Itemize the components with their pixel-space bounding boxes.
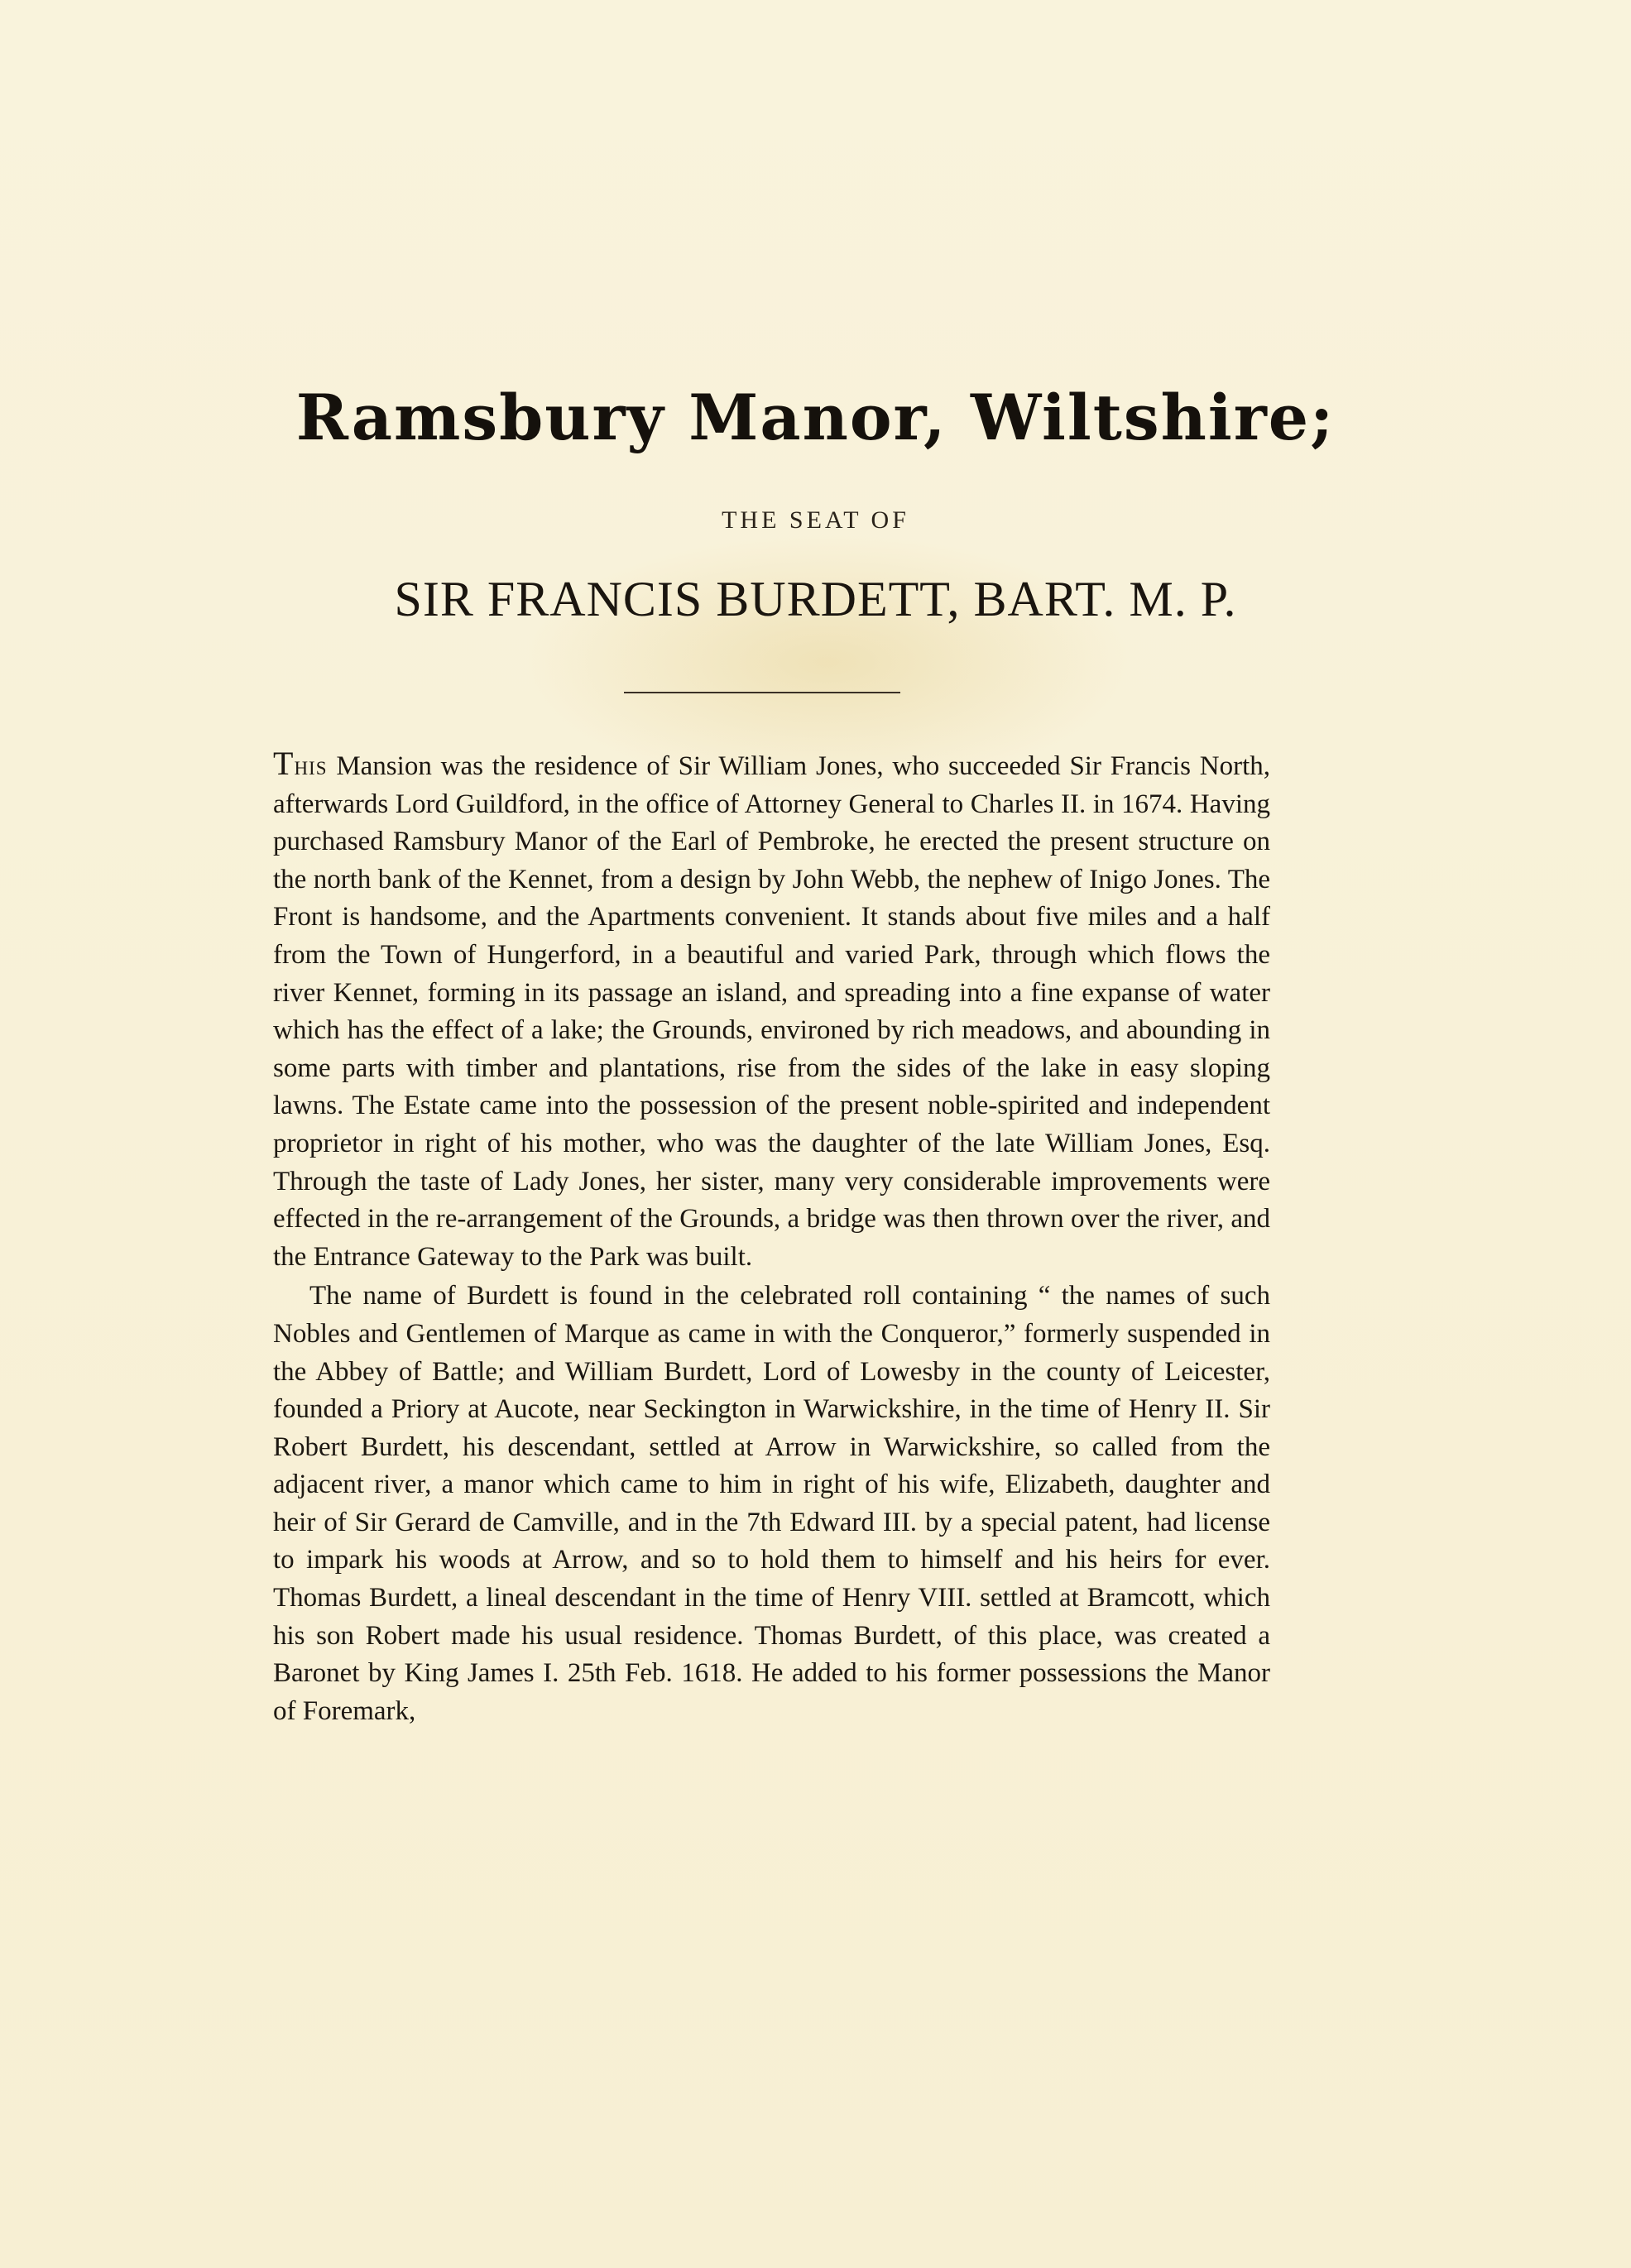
page-title: Ramsbury Manor, Wiltshire; [295, 381, 1336, 454]
body-text [273, 745, 1270, 1730]
initial-letter: T [273, 745, 295, 782]
paragraph-1-text: Mansion was the residence of Sir William Jones, who succeeded Sir Francis North, afterwards Lord Guildford, in the office of Attorney General to Charles II. in 1674. Having purchased Ramsbury Manor of the Earl of Pembroke, he erected the present structure on the north bank of the Kennet, from a design by John Webb, the nephew of Inigo Jones. The Front is handsome, and the Apartments convenient. It stands about five miles and a half from the Town of Hungerford, in a beautiful and varied Park, through which flows the river Kennet, forming in its passage an island, and spreading into a fine expanse of water which has the effect of a lake; the Grounds, environed by rich meadows, and abounding in some parts with timber and plantations, rise from the sides of the lake in easy sloping lawns. The Estate came into the possession of the present noble-spirited and independent proprietor in right of his mother, who was the daughter of the late William Jones, Esq. Through the taste of Lady Jones, her sister, many very considerable improvements were effected in the re-arrangement of the Grounds, a bridge was then thrown over the river, and the Entrance Gateway to the Park was built. [273, 751, 1270, 1272]
page-subtitle: THE SEAT OF [722, 506, 909, 534]
owner-name: SIR FRANCIS BURDETT, BART. M. P. [394, 572, 1237, 626]
section-divider [624, 692, 900, 693]
initial-smallcaps: his [294, 751, 328, 781]
paragraph-2: The name of Burdett is found in the celebrated roll containing “ the names of such Nobles and Gentlemen of Marque as came in with the Conqueror,” formerly suspended in the Abbey of Battle; and William Burdett, Lord of Lowesby in the county of Leicester, founded a Priory at Aucote, near Seckington in Warwickshire, in the time of Henry II. Sir Robert Burdett, his descendant, settled at Arrow in Warwickshire, so called from the adjacent river, a manor which came to him in right of his wife, Elizabeth, daughter and heir of Sir Gerard de Camville, and in the 7th Edward III. by a special patent, had license to impark his woods at Arrow, and so to hold them to himself and his heirs for ever. Thomas Burdett, a lineal descendant in the time of Henry VIII. settled at Bramcott, which his son Robert made his usual residence. Thomas Burdett, of this place, was created a Baronet by King James I. 25th Feb. 1618. He added to his former possessions the Manor of Foremark, [273, 1281, 1270, 1726]
paragraph-1 [273, 745, 1270, 1276]
